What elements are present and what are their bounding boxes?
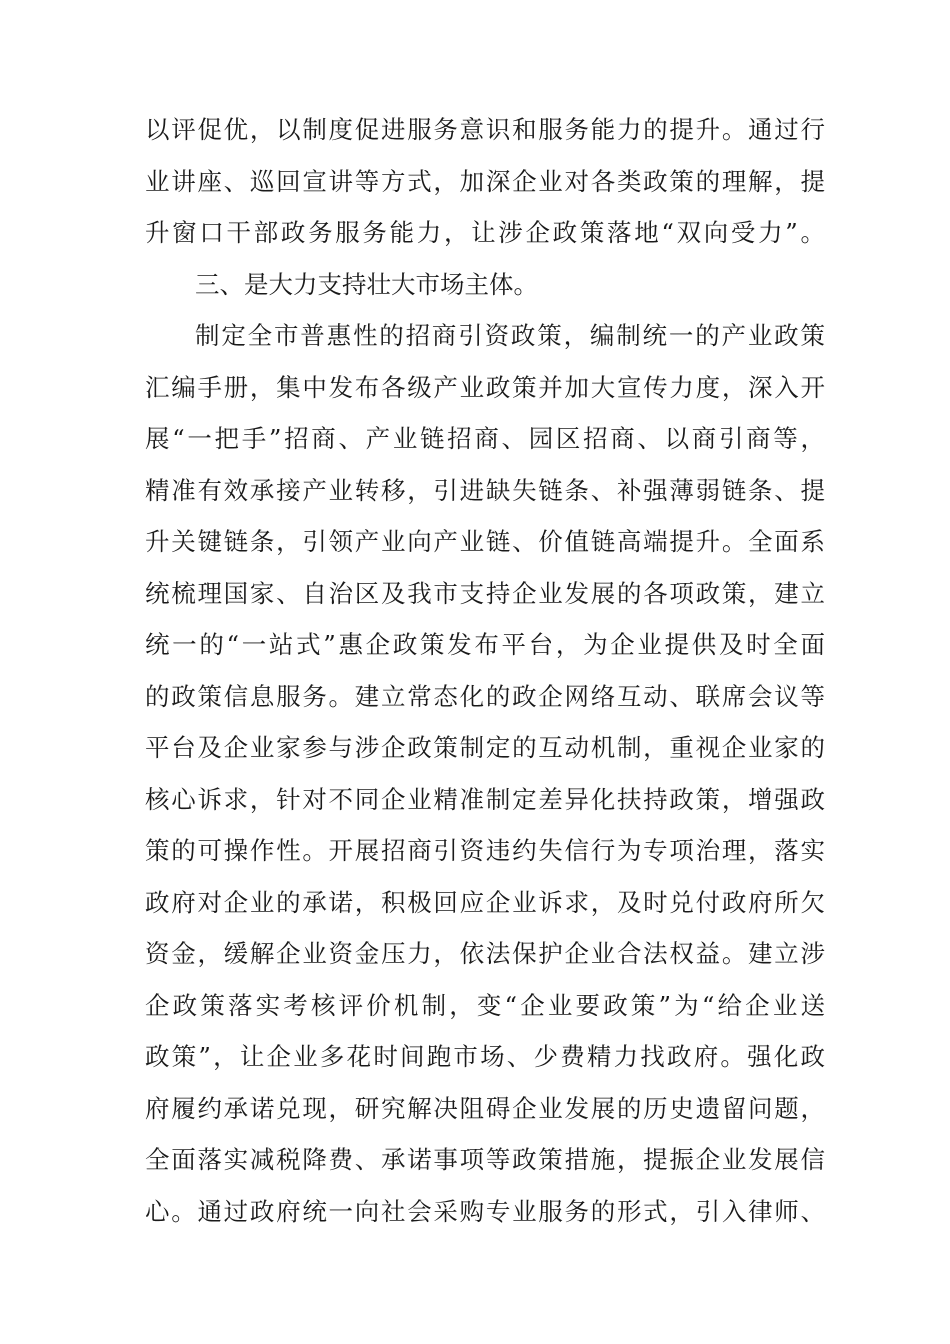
text-line: 业讲座、巡回宣讲等方式，加深企业对各类政策的理解，提 [145, 167, 825, 196]
text-line: 升窗口干部政务服务能力，让涉企政策落地“双向受力”。 [145, 218, 825, 247]
text-line: 府履约承诺兑现，研究解决阻碍企业发展的历史遗留问题， [145, 1094, 825, 1123]
section-heading: 三、是大力支持壮大市场主体。 [195, 270, 538, 299]
text-line: 汇编手册，集中发布各级产业政策并加大宣传力度，深入开 [145, 373, 825, 402]
text-line: 资金，缓解企业资金压力，依法保护企业合法权益。建立涉 [145, 939, 825, 968]
text-line: 核心诉求，针对不同企业精准制定差异化扶持政策，增强政 [145, 785, 825, 814]
text-line: 企政策落实考核评价机制，变“企业要政策”为“给企业送 [145, 991, 825, 1020]
text-line: 政策”，让企业多花时间跑市场、少费精力找政府。强化政 [145, 1042, 825, 1071]
text-line: 全面落实减税降费、承诺事项等政策措施，提振企业发展信 [145, 1145, 825, 1174]
text-line: 统梳理国家、自治区及我市支持企业发展的各项政策，建立 [145, 579, 825, 608]
text-line: 的政策信息服务。建立常态化的政企网络互动、联席会议等 [145, 682, 825, 711]
text-line: 展“一把手”招商、产业链招商、园区招商、以商引商等， [145, 424, 825, 453]
text-line: 制定全市普惠性的招商引资政策，编制统一的产业政策 [195, 321, 825, 350]
text-line: 精准有效承接产业转移，引进缺失链条、补强薄弱链条、提 [145, 476, 825, 505]
text-line: 策的可操作性。开展招商引资违约失信行为专项治理，落实 [145, 836, 825, 865]
text-line: 平台及企业家参与涉企政策制定的互动机制，重视企业家的 [145, 733, 825, 762]
text-line: 统一的“一站式”惠企政策发布平台，为企业提供及时全面 [145, 630, 825, 659]
text-line: 政府对企业的承诺，积极回应企业诉求，及时兑付政府所欠 [145, 888, 825, 917]
text-line: 以评促优，以制度促进服务意识和服务能力的提升。通过行 [145, 115, 825, 144]
text-line: 心。通过政府统一向社会采购专业服务的形式，引入律师、 [145, 1197, 825, 1226]
text-line: 升关键链条，引领产业向产业链、价值链高端提升。全面系 [145, 527, 825, 556]
